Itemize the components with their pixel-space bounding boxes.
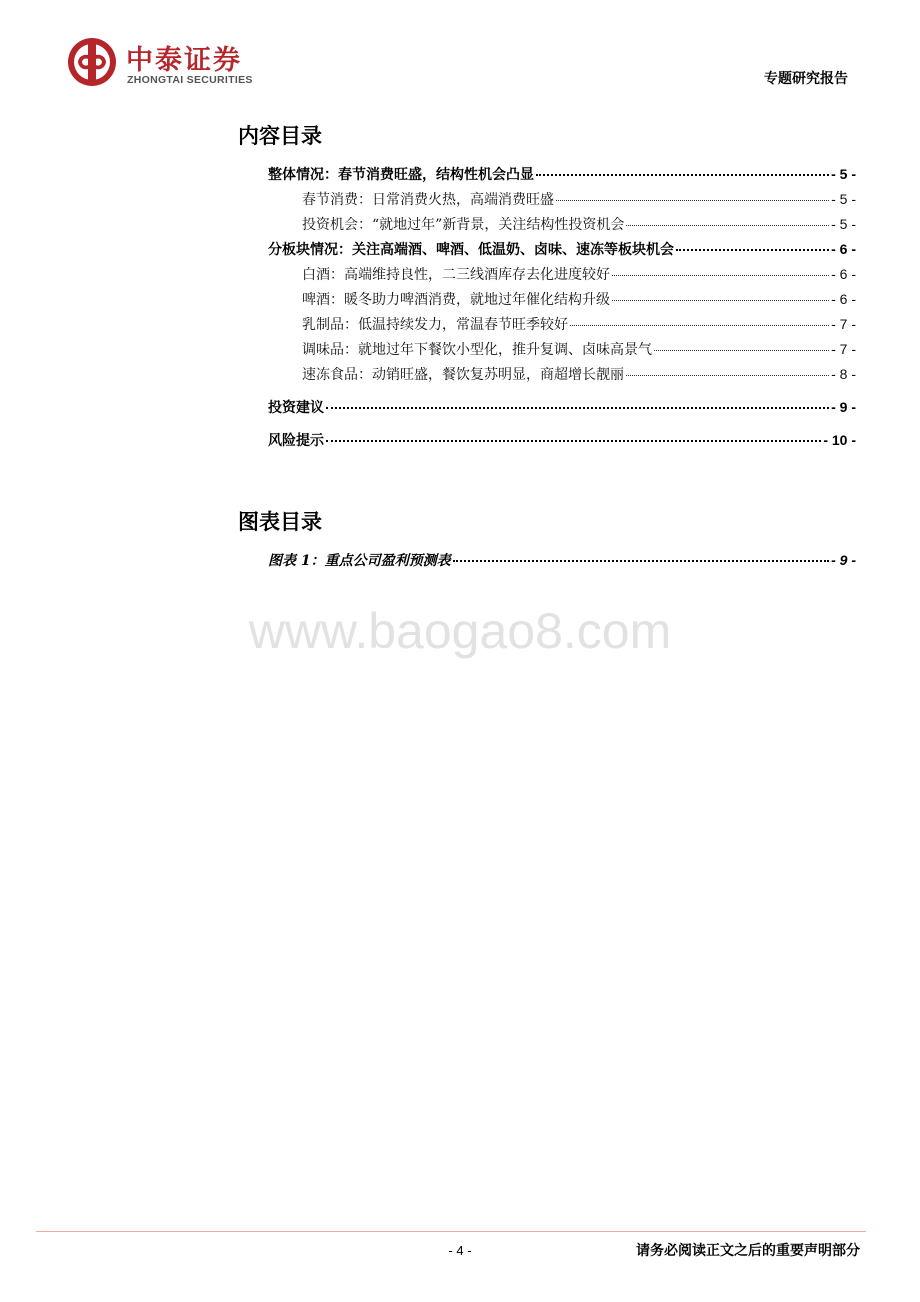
report-type-label: 专题研究报告 <box>764 71 848 87</box>
toc-entry-label: 整体情况：春节消费旺盛，结构性机会凸显 <box>268 167 534 183</box>
toc-entry-page: - 6 - <box>831 241 856 257</box>
toc-entry-label: 调味品：就地过年下餐饮小型化，推升复调、卤味高景气 <box>302 342 652 358</box>
toc-entry[interactable] <box>268 189 856 214</box>
toc-entry-page: - 9 - <box>831 399 856 415</box>
toc-entry-label: 啤酒：暖冬助力啤酒消费，就地过年催化结构升级 <box>302 292 610 308</box>
toc-entry-page: - 5 - <box>831 166 856 182</box>
leader-dots <box>536 174 829 176</box>
leader-dots <box>612 300 829 301</box>
leader-dots <box>626 225 829 226</box>
toc-entry-page: - 6 - <box>831 291 856 307</box>
leader-dots <box>676 249 829 251</box>
leader-dots <box>556 200 829 201</box>
contents-list <box>268 164 856 455</box>
toc-entry-label: 分板块情况：关注高端酒、啤酒、低温奶、卤味、速冻等板块机会 <box>268 242 674 258</box>
toc-entry[interactable] <box>268 430 856 455</box>
toc-entry[interactable] <box>268 214 856 239</box>
footer-disclaimer: 请务必阅读正文之后的重要声明部分 <box>636 1243 860 1259</box>
toc-entry[interactable] <box>268 364 856 389</box>
toc-entry-page: - 6 - <box>831 266 856 282</box>
toc-entry-page: - 5 - <box>831 191 856 207</box>
toc-entry-label: 投资机会：“就地过年”新背景，关注结构性投资机会 <box>302 217 625 233</box>
leader-dots <box>626 375 829 376</box>
toc-entry-label: 白酒：高端维持良性，二三线酒库存去化进度较好 <box>302 267 610 283</box>
toc-entry-label: 风险提示 <box>268 433 324 449</box>
toc-entry-label: 投资建议 <box>268 400 324 416</box>
toc-entry[interactable] <box>268 339 856 364</box>
leader-dots <box>654 350 829 351</box>
toc-entry[interactable] <box>268 289 856 314</box>
toc-entry-page: - 8 - <box>831 366 856 382</box>
figure-entry-page: - 9 - <box>831 552 856 568</box>
toc-entry[interactable] <box>268 314 856 339</box>
leader-dots <box>612 275 829 276</box>
toc-entry-page: - 7 - <box>831 341 856 357</box>
figure-entry-label: 图表 1：重点公司盈利预测表 <box>268 553 451 569</box>
page-number: - 4 - <box>448 1243 472 1258</box>
toc-entry[interactable] <box>268 164 856 189</box>
figure-entry[interactable] <box>268 550 856 575</box>
leader-dots <box>570 325 829 326</box>
figures-list <box>268 550 856 575</box>
company-logo <box>66 36 286 92</box>
toc-entry[interactable] <box>268 239 856 264</box>
toc-entry-page: - 7 - <box>831 316 856 332</box>
toc-entry[interactable] <box>268 264 856 289</box>
leader-dots <box>453 560 829 562</box>
logo-english-name: ZHONGTAI SECURITIES <box>127 74 253 86</box>
leader-dots <box>326 407 829 409</box>
logo-mark-icon <box>66 36 118 88</box>
toc-entry-page: - 10 - <box>823 432 856 448</box>
watermark: www.baogao8.com <box>248 603 672 659</box>
figures-title: 图表目录 <box>238 510 322 534</box>
logo-chinese-name: 中泰证券 <box>126 45 242 76</box>
leader-dots <box>326 440 821 442</box>
footer-divider <box>36 1231 866 1232</box>
toc-entry-label: 乳制品：低温持续发力，常温春节旺季较好 <box>302 317 568 333</box>
toc-entry-label: 春节消费：日常消费火热，高端消费旺盛 <box>302 192 554 208</box>
contents-title: 内容目录 <box>238 124 322 148</box>
toc-entry-page: - 5 - <box>831 216 856 232</box>
toc-entry-label: 速冻食品：动销旺盛，餐饮复苏明显，商超增长靓丽 <box>302 367 624 383</box>
toc-entry[interactable] <box>268 397 856 422</box>
